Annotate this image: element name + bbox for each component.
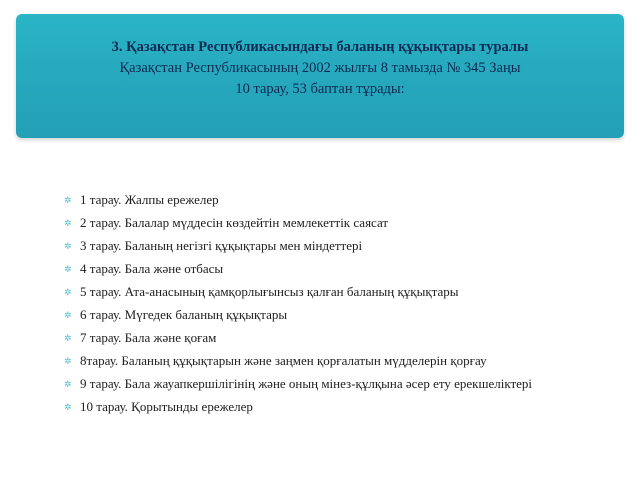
star-bullet-icon: ✲ <box>64 218 72 228</box>
list-item <box>64 281 624 304</box>
list-item-text: 1 тарау. Жалпы ережелер <box>80 192 219 207</box>
list-item <box>64 327 624 350</box>
list-item-text: 4 тарау. Бала және отбасы <box>80 261 224 276</box>
list-item-text: 10 тарау. Қорытынды ережелер <box>80 399 253 414</box>
star-bullet-icon: ✲ <box>64 333 72 343</box>
list-item <box>64 373 624 396</box>
star-bullet-icon: ✲ <box>64 402 72 412</box>
list-item-text: 2 тарау. Балалар мүддесін көздейтін мемлекеттік саясат <box>80 215 389 230</box>
star-bullet-icon: ✲ <box>64 356 72 366</box>
star-bullet-icon: ✲ <box>64 310 72 320</box>
list-item-text: 6 тарау. Мүгедек баланың құқықтары <box>80 307 288 322</box>
star-bullet-icon: ✲ <box>64 241 72 251</box>
chapter-list <box>64 189 624 419</box>
list-item-text: 9 тарау. Бала жауапкершілігінің және оның мінез-құлқына әсер ету ерекшеліктері <box>80 376 533 391</box>
list-item <box>64 350 624 373</box>
star-bullet-icon: ✲ <box>64 379 72 389</box>
star-bullet-icon: ✲ <box>64 195 72 205</box>
star-bullet-icon: ✲ <box>64 287 72 297</box>
list-item <box>64 235 624 258</box>
title-line-1: 3. Қазақстан Республикасындағы баланың құқықтары туралы <box>111 39 529 55</box>
list-item-text: 5 тарау. Ата-анасының қамқорлығынсыз қалған баланың құқықтары <box>80 284 459 299</box>
list-item-text: 7 тарау. Бала және қоғам <box>80 330 217 345</box>
title-line-3: 10 тарау, 53 баптан тұрады: <box>235 81 405 97</box>
list-item <box>64 258 624 281</box>
list-item-text: 3 тарау. Баланың негізгі құқықтары мен міндеттері <box>80 238 363 253</box>
list-item-text: 8тарау. Баланың құқықтарын және заңмен қорғалатын мүдделерін қорғау <box>80 353 487 368</box>
slide-title <box>16 37 624 100</box>
list-item <box>64 304 624 327</box>
bullet-list-container <box>64 189 624 419</box>
star-bullet-icon: ✲ <box>64 264 72 274</box>
list-item <box>64 189 624 212</box>
list-item <box>64 212 624 235</box>
title-line-2: Қазақстан Республикасының 2002 жылғы 8 тамызда № 345 Заңы <box>119 60 521 76</box>
list-item <box>64 396 624 419</box>
